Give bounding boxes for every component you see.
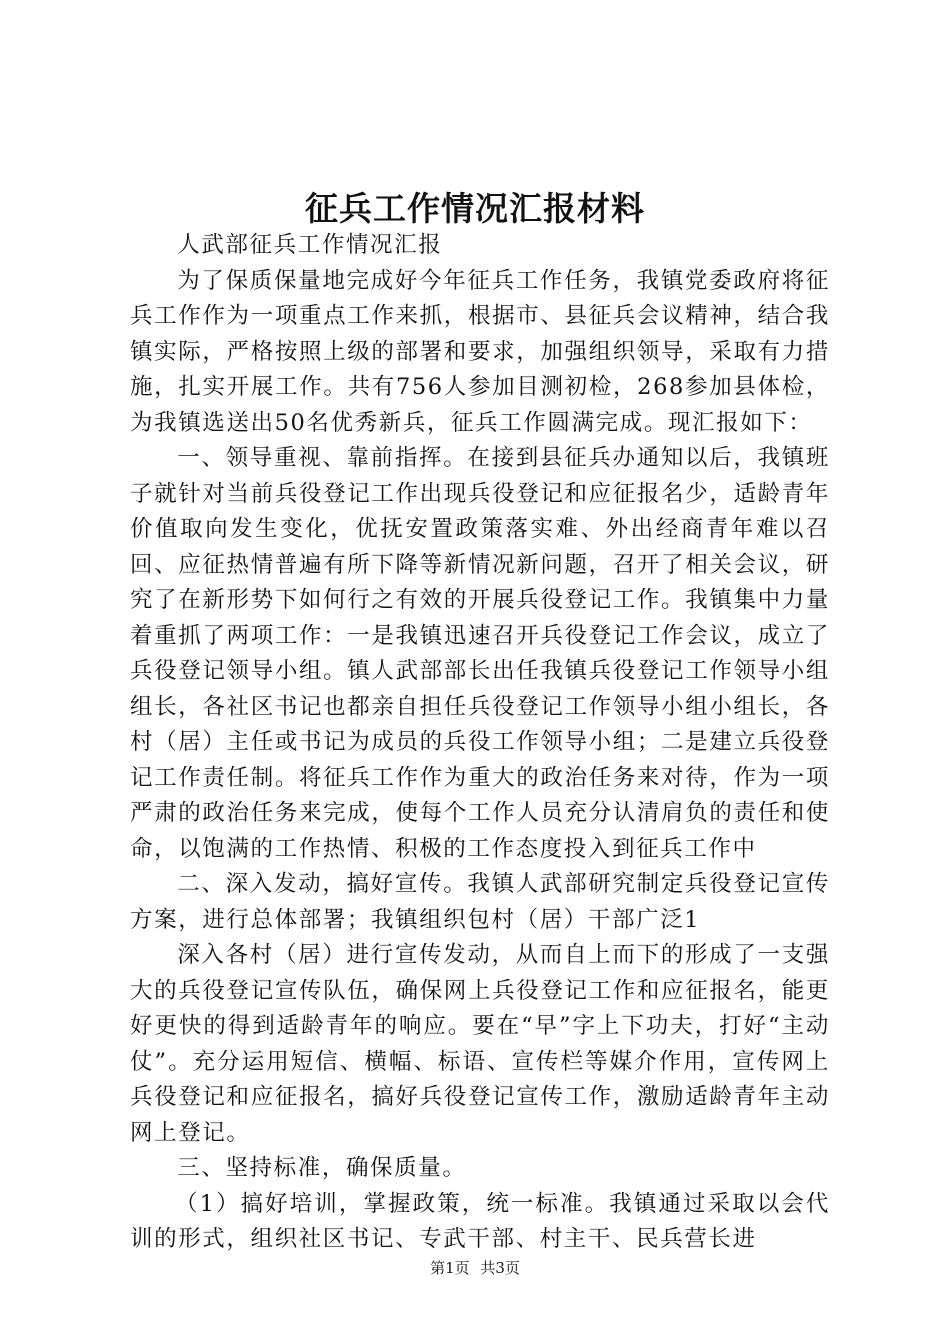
paragraph-section-three: 三、坚持标准，确保质量。 [177,1155,467,1181]
document-body [130,228,830,1258]
paragraph-section-three-item-one: （1）搞好培训，掌握政策，统一标准。我镇通过采取以会代训的形式，组织社区书记、专武干部、村主干、民兵营长进 [130,1190,830,1252]
document-title: 征兵工作情况汇报材料 [305,189,645,228]
paragraph-section-one: 一、领导重视、靠前指挥。在接到县征兵办通知以后，我镇班子就针对当前兵役登记工作出现兵役登记和应征报名少，适龄青年价值取向发生变化，优抚安置政策落实难、外出经商青年难以召回、应征热情普遍有所下降等新情况新问题，召开了相关会议，研究了在新形势下如何行之有效的开展兵役登记工作。我镇集中力量着重抓了两项工作：一是我镇迅速召开兵役登记工作会议，成立了兵役登记领导小组。镇人武部部长出任我镇兵役登记工作领导小组组长，各社区书记也都亲自担任兵役登记工作领导小组小组长，各村（居）主任或书记为成员的兵役工作领导小组；二是建立兵役登记工作责任制。将征兵工作作为重大的政治任务来对待，作为一项严肃的政治任务来完成，使每个工作人员充分认清肩负的责任和使命，以饱满的工作热情、积极的工作态度投入到征兵工作中 [130,445,830,862]
page-total: 共3页 [480,1259,520,1277]
paragraph-section-two-continued: 深入各村（居）进行宣传发动，从而自上而下的形成了一支强大的兵役登记宣传队伍，确保网上兵役登记工作和应征报名，能更好更快的得到适龄青年的响应。要在“早”字上下功夫，打好“主动仗”。充分运用短信、横幅、标语、宣传栏等媒介作用，宣传网上兵役登记和应征报名，搞好兵役登记宣传工作，激励适龄青年主动网上登记。 [130,942,830,1146]
paragraph-intro: 为了保质保量地完成好今年征兵工作任务，我镇党委政府将征兵工作作为一项重点工作来抓，根据市、县征兵会议精神，结合我镇实际，严格按照上级的部署和要求，加强组织领导，采取有力措施，扎实开展工作。共有756人参加目测初检，268参加县体检，为我镇选送出50名优秀新兵，征兵工作圆满完成。现汇报如下： [130,267,830,436]
paragraph-subtitle: 人武部征兵工作情况汇报 [177,232,443,258]
page-footer [0,1258,950,1278]
page-number: 第1页 [430,1259,470,1277]
paragraph-section-two: 二、深入发动，搞好宣传。我镇人武部研究制定兵役登记宣传方案，进行总体部署；我镇组织包村（居）干部广泛1 [130,871,830,933]
